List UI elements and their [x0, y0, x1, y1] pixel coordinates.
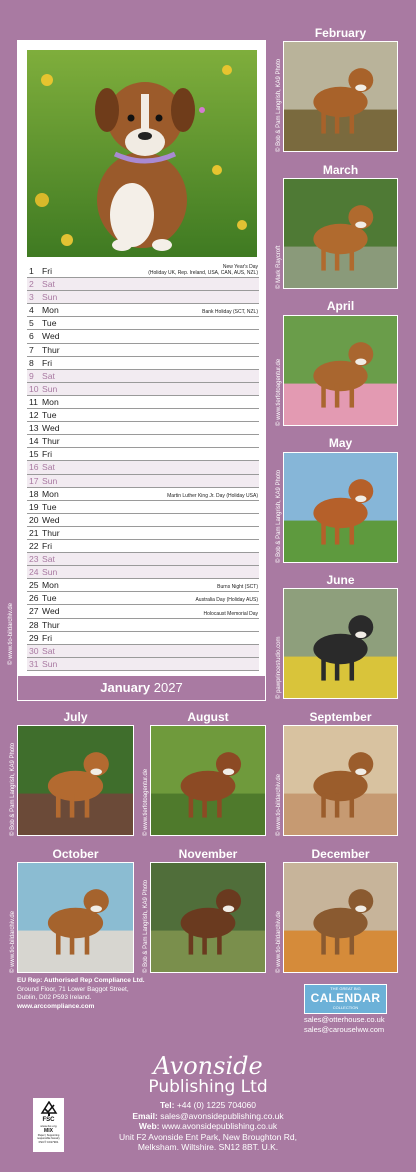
day-name: Mon: [42, 305, 59, 316]
fsc-logo: [33, 1098, 64, 1152]
month-photo-september: [283, 725, 398, 836]
day-name: Sat: [42, 370, 55, 381]
day-row: [27, 566, 259, 579]
day-name: Sun: [42, 383, 58, 394]
month-label-march: March: [322, 163, 359, 177]
day-number: 12: [29, 410, 39, 421]
day-row: [27, 632, 259, 645]
day-row: [27, 461, 259, 474]
great-big-calendar-logo: [304, 984, 387, 1014]
gbc-email-1[interactable]: sales@otterhouse.co.uk: [304, 1015, 385, 1024]
eu-rep-line4: www.arccompliance.com: [17, 1002, 95, 1010]
holiday-note: Martin Luther King Jr. Day (Holiday USA): [167, 492, 258, 499]
day-row: [27, 291, 259, 304]
month-title: [17, 675, 266, 701]
day-number: 10: [29, 383, 39, 394]
day-row: [27, 383, 259, 396]
web-value[interactable]: www.avonsidepublishing.co.uk: [161, 1121, 278, 1131]
month-photo-credit: © www.tio-bildarchiv.de: [276, 911, 282, 973]
day-name: Sat: [42, 554, 55, 565]
day-number: 30: [29, 645, 39, 656]
day-name: Fri: [42, 266, 53, 276]
month-photo-may: [283, 452, 398, 563]
web-label: Web:: [138, 1121, 160, 1131]
fsc-code: FSC® C017901: [38, 1140, 59, 1145]
month-photo-august: [150, 725, 266, 836]
month-photo-credit: © Bob & Pam Langrish, KA9 Photo: [143, 879, 149, 973]
day-row: [27, 344, 259, 357]
gbc-emails: [304, 1015, 414, 1034]
day-number: 29: [29, 632, 39, 643]
month-label-september: September: [309, 710, 372, 724]
day-number: 24: [29, 567, 39, 578]
month-photo-november: [150, 862, 266, 973]
eu-rep-line3: Dublin, D02 P593 Ireland.: [17, 994, 92, 1001]
day-row: [27, 488, 259, 501]
day-number: 20: [29, 514, 39, 525]
day-name: Tue: [42, 410, 57, 421]
day-row: [27, 448, 259, 461]
month-label-february: February: [314, 26, 367, 40]
day-name: Tue: [42, 593, 57, 604]
address-line1: Unit F2 Avonside Ent Park, New Broughton Rd,: [119, 1131, 297, 1142]
day-number: 6: [29, 331, 34, 342]
day-name: Sun: [42, 567, 58, 578]
month-name: January: [100, 680, 151, 695]
holiday-note: Australia Day (Holiday AUS): [195, 597, 258, 604]
month-label-november: November: [178, 847, 238, 861]
january-photo-credit: © www.tio-bildarchiv.de: [8, 603, 14, 665]
month-label-august: August: [187, 710, 229, 724]
gbc-main: CALENDAR: [310, 991, 381, 1005]
day-number: 22: [29, 540, 39, 551]
eu-rep-line1: EU Rep: Authorised Rep Compliance Ltd.: [17, 977, 145, 984]
month-photo-credit: © www.tierfotoagentur.de: [276, 358, 282, 426]
day-row: [27, 370, 259, 383]
day-number: 4: [29, 305, 34, 316]
day-name: Wed: [42, 423, 60, 434]
day-name: Mon: [42, 396, 59, 407]
month-photo-june: [283, 588, 398, 699]
month-photo-credit: © Mark Raycroft: [276, 245, 282, 289]
day-name: Fri: [42, 632, 53, 643]
day-name: Sun: [42, 658, 58, 669]
day-number: 25: [29, 580, 39, 591]
day-number: 8: [29, 357, 34, 368]
day-row: [27, 553, 259, 566]
day-row: [27, 658, 259, 671]
month-photo-february: [283, 41, 398, 152]
day-name: Tue: [42, 318, 57, 329]
email-value[interactable]: sales@avonsidepublishing.co.uk: [160, 1110, 284, 1121]
day-name: Thur: [42, 527, 60, 538]
month-photo-credit: © pawprincestudio.com: [276, 636, 282, 699]
day-name: Thur: [42, 344, 60, 355]
month-label-may: May: [328, 436, 353, 450]
month-label-december: December: [311, 847, 370, 861]
holiday-note: New Year's Day (Holiday UK, Rep. Ireland, USA, CAN, AUS, NZL): [148, 264, 258, 277]
day-name: Mon: [42, 488, 59, 499]
day-name: Thur: [42, 436, 60, 447]
day-name: Sat: [42, 462, 55, 473]
month-photo-december: [283, 862, 398, 973]
day-number: 13: [29, 423, 39, 434]
january-photo: [27, 50, 257, 257]
day-number: 23: [29, 554, 39, 565]
day-row: [27, 527, 259, 540]
month-photo-july: [17, 725, 134, 836]
day-number: 9: [29, 370, 34, 381]
day-name: Wed: [42, 606, 60, 617]
day-number: 18: [29, 488, 39, 499]
tel-label: Tel:: [159, 1100, 175, 1110]
day-row: [27, 435, 259, 448]
month-photo-credit: © www.tierfotoagentur.de: [143, 768, 149, 836]
month-photo-april: [283, 315, 398, 426]
day-name: Thur: [42, 619, 60, 630]
holiday-note: Burns Night (SCT): [217, 584, 258, 591]
day-name: Wed: [42, 514, 60, 525]
month-photo-credit: © Bob & Pam Langrish, KA9 Photo: [10, 742, 16, 836]
day-number: 17: [29, 475, 39, 486]
day-number: 14: [29, 436, 39, 447]
day-number: 21: [29, 527, 39, 538]
month-photo-october: [17, 862, 134, 973]
publisher-name-2: Publishing Ltd: [148, 1077, 268, 1097]
holiday-note: Holocaust Memorial Day: [203, 610, 258, 617]
day-row: [27, 645, 259, 658]
day-row: [27, 409, 259, 422]
day-number: 15: [29, 449, 39, 460]
day-name: Wed: [42, 331, 60, 342]
day-number: 3: [29, 292, 34, 303]
month-label-july: July: [63, 710, 88, 724]
day-name: Fri: [42, 540, 53, 551]
gbc-email-2[interactable]: sales@carouselww.com: [304, 1024, 385, 1034]
day-row: [27, 317, 259, 330]
day-row: [27, 540, 259, 553]
day-number: 31: [29, 658, 39, 669]
day-row: [27, 605, 259, 618]
publisher-contact: [108, 1100, 308, 1153]
day-row: [27, 396, 259, 409]
day-name: Fri: [42, 449, 53, 460]
fsc-name: FSC: [42, 1117, 55, 1123]
day-row: [27, 514, 259, 527]
month-photo-credit: © Bob & Pam Langrish, KA9 Photo: [276, 469, 282, 563]
day-row: [27, 422, 259, 435]
gbc-bottom: COLLECTION: [332, 1005, 359, 1010]
tree-check-icon: [40, 1101, 58, 1117]
day-name: Tue: [42, 501, 57, 512]
day-row: [27, 304, 259, 317]
day-number: 27: [29, 606, 39, 617]
gbc-top: THE GREAT BIG: [330, 986, 361, 991]
day-number: 1: [29, 266, 34, 276]
day-row: [27, 278, 259, 291]
day-number: 16: [29, 462, 39, 473]
day-number: 5: [29, 318, 34, 329]
day-row: [27, 579, 259, 592]
fsc-mix: MIX: [44, 1128, 53, 1134]
day-row: [27, 592, 259, 605]
fsc-url: www.fsc.org: [40, 1124, 57, 1128]
publisher-name-1: Avonside: [153, 1052, 263, 1080]
day-name: Sun: [42, 475, 58, 486]
holiday-note: Bank Holiday (SCT, NZL): [202, 309, 258, 316]
email-label: Email:: [132, 1110, 158, 1121]
day-number: 2: [29, 279, 34, 290]
day-number: 7: [29, 344, 34, 355]
day-name: Fri: [42, 357, 53, 368]
day-number: 26: [29, 593, 39, 604]
day-row: [27, 475, 259, 488]
day-number: 28: [29, 619, 39, 630]
eu-rep-line2: Ground Floor, 71 Lower Baggot Street,: [17, 985, 129, 993]
day-name: Mon: [42, 580, 59, 591]
month-label-october: October: [52, 847, 99, 861]
day-number: 19: [29, 501, 39, 512]
day-row: [27, 330, 259, 343]
month-photo-march: [283, 178, 398, 289]
month-label-june: June: [326, 573, 355, 587]
fsc-desc: Paper | Supporting responsible forestry: [37, 1134, 60, 1141]
day-row: [27, 357, 259, 370]
month-photo-credit: © www.tio-bildarchiv.de: [10, 911, 16, 973]
month-label-april: April: [326, 299, 355, 313]
day-list: [27, 265, 259, 671]
day-name: Sat: [42, 279, 55, 290]
tel-value: +44 (0) 1225 704060: [176, 1100, 257, 1110]
day-name: Sun: [42, 292, 58, 303]
day-number: 11: [29, 396, 38, 407]
day-name: Sat: [42, 645, 55, 656]
month-photo-credit: © Bob & Pam Langrish, KA9 Photo: [276, 58, 282, 152]
day-row: [27, 501, 259, 514]
eu-rep-block: [17, 977, 147, 1011]
day-row: [27, 619, 259, 632]
day-row: [27, 265, 259, 278]
address-line2: Melksham. Wiltshire. SN12 8BT. U.K.: [137, 1142, 279, 1152]
month-photo-credit: © www.tio-bildarchiv.de: [276, 774, 282, 836]
month-year: 2027: [153, 680, 183, 695]
